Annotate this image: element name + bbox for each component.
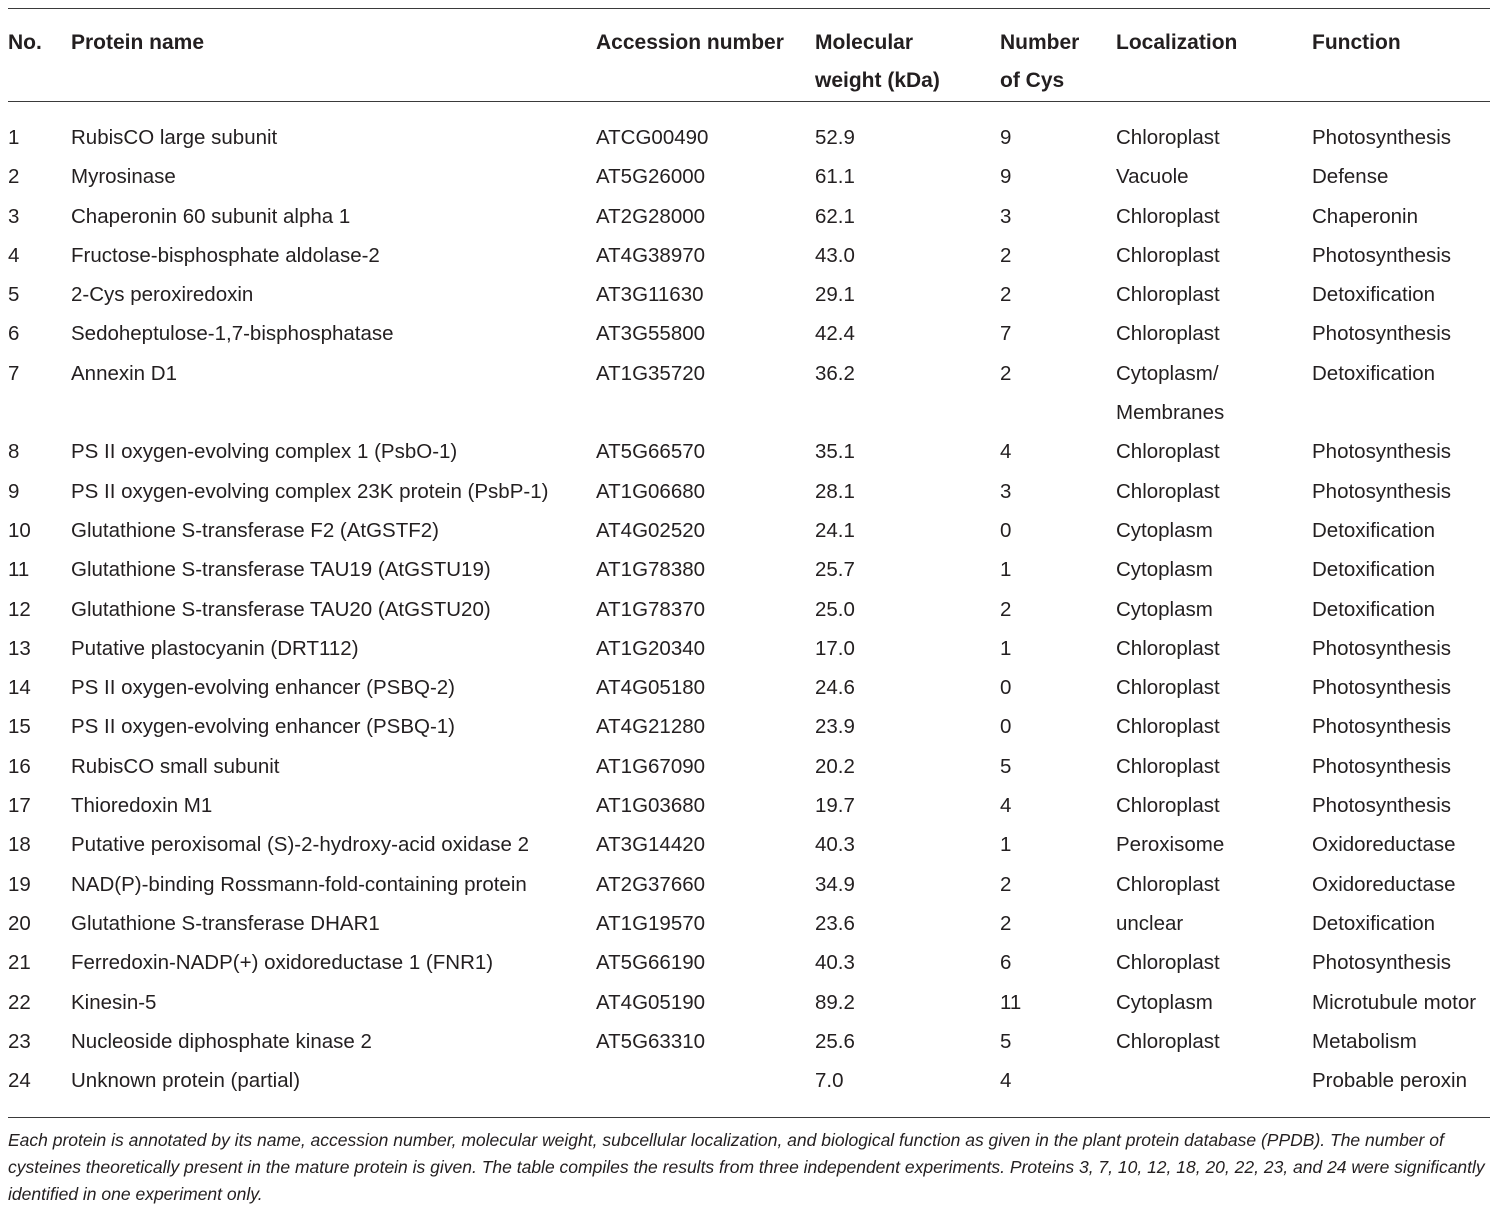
cell-number-of-cys: 2 — [1000, 283, 1012, 307]
cell-accession: ATCG00490 — [596, 126, 709, 149]
table-row — [0, 314, 1500, 353]
cell-protein-name: Nucleoside diphosphate kinase 2 — [71, 1029, 372, 1053]
cell-number-of-cys: 0 — [1000, 676, 1012, 700]
cell-localization: Chloroplast — [1116, 715, 1220, 739]
cell-localization: Peroxisome — [1116, 833, 1225, 857]
cell-function: Chaperonin — [1312, 204, 1418, 228]
cell-molecular-weight: 28.1 — [815, 479, 855, 503]
table-row — [0, 1061, 1500, 1100]
cell-protein-name: PS II oxygen-evolving complex 1 (PsbO-1) — [71, 440, 458, 464]
cell-protein-name: Putative plastocyanin (DRT112) — [71, 636, 359, 660]
cell-protein-name: Kinesin-5 — [71, 990, 157, 1014]
cell-no: 4 — [8, 243, 20, 267]
header-mw-line2: weight (kDa) — [815, 69, 940, 92]
table-row — [0, 865, 1500, 904]
cell-no: 13 — [8, 636, 31, 660]
header-cys-line1: Number — [1000, 31, 1080, 54]
cell-accession: AT3G14420 — [596, 833, 706, 857]
cell-no: 6 — [8, 322, 20, 346]
cell-localization-line2: Membranes — [1116, 401, 1225, 425]
cell-number-of-cys: 7 — [1000, 322, 1012, 346]
cell-function: Photosynthesis — [1312, 126, 1452, 149]
table-row — [0, 432, 1500, 471]
cell-molecular-weight: 20.2 — [815, 754, 855, 778]
cell-molecular-weight: 62.1 — [815, 204, 855, 228]
cell-molecular-weight: 19.7 — [815, 794, 855, 818]
cell-protein-name: PS II oxygen-evolving enhancer (PSBQ-1) — [71, 715, 455, 739]
cell-no: 2 — [8, 165, 20, 189]
cell-localization: Chloroplast — [1116, 1029, 1220, 1053]
cell-number-of-cys: 3 — [1000, 479, 1012, 503]
cell-localization: Chloroplast — [1116, 322, 1220, 346]
cell-accession: AT1G35720 — [596, 361, 706, 385]
header-cys-line2: of Cys — [1000, 69, 1065, 92]
cell-molecular-weight: 42.4 — [815, 322, 855, 346]
cell-molecular-weight: 34.9 — [815, 872, 855, 896]
cell-protein-name: 2-Cys peroxiredoxin — [71, 283, 254, 307]
cell-accession: AT1G78380 — [596, 558, 706, 582]
table-row — [0, 236, 1500, 275]
cell-localization: Chloroplast — [1116, 283, 1220, 307]
cell-function: Oxidoreductase — [1312, 872, 1456, 896]
cell-protein-name: Annexin D1 — [71, 361, 177, 385]
cell-function: Photosynthesis — [1312, 794, 1452, 818]
table-row — [0, 550, 1500, 589]
cell-accession: AT1G67090 — [596, 754, 706, 778]
cell-no: 16 — [8, 754, 31, 778]
cell-accession: AT2G28000 — [596, 204, 706, 228]
cell-molecular-weight: 89.2 — [815, 990, 855, 1014]
cell-function: Detoxification — [1312, 597, 1436, 621]
cell-accession: AT1G03680 — [596, 794, 706, 818]
header-function: Function — [1312, 31, 1401, 54]
cell-accession: AT4G38970 — [596, 243, 706, 267]
cell-number-of-cys: 4 — [1000, 1069, 1012, 1093]
cell-localization — [1116, 354, 1224, 433]
cell-number-of-cys: 11 — [1000, 990, 1022, 1014]
cell-protein-name: Glutathione S-transferase F2 (AtGSTF2) — [71, 518, 439, 542]
cell-number-of-cys: 2 — [1000, 243, 1012, 267]
cell-molecular-weight: 25.7 — [815, 558, 855, 582]
cell-protein-name: Putative peroxisomal (S)-2-hydroxy-acid oxidase 2 — [71, 833, 530, 857]
header-accession: Accession number — [596, 31, 784, 54]
cell-function: Detoxification — [1312, 518, 1436, 542]
cell-number-of-cys: 5 — [1000, 1029, 1012, 1053]
cell-protein-name: Thioredoxin M1 — [71, 794, 213, 818]
cell-molecular-weight: 25.0 — [815, 597, 855, 621]
cell-molecular-weight: 61.1 — [815, 165, 855, 189]
table-row — [0, 590, 1500, 629]
cell-molecular-weight: 43.0 — [815, 243, 855, 267]
table-row — [0, 118, 1500, 157]
cell-protein-name: Ferredoxin-NADP(+) oxidoreductase 1 (FNR1) — [71, 951, 494, 975]
cell-function: Detoxification — [1312, 558, 1436, 582]
cell-function: Photosynthesis — [1312, 715, 1452, 739]
cell-function: Microtubule motor — [1312, 990, 1477, 1014]
cell-function: Detoxification — [1312, 361, 1436, 385]
table-row — [0, 472, 1500, 511]
cell-molecular-weight: 24.6 — [815, 676, 855, 700]
table-row — [0, 157, 1500, 196]
table-top-rule — [8, 8, 1490, 9]
cell-protein-name: Chaperonin 60 subunit alpha 1 — [71, 204, 351, 228]
header-mw-line1: Molecular — [815, 31, 914, 54]
cell-protein-name: Glutathione S-transferase TAU19 (AtGSTU19) — [71, 558, 491, 582]
cell-molecular-weight: 52.9 — [815, 126, 855, 149]
cell-no: 10 — [8, 518, 31, 542]
table-row — [0, 668, 1500, 707]
cell-accession: AT1G78370 — [596, 597, 706, 621]
cell-protein-name: Myrosinase — [71, 165, 176, 189]
cell-no: 11 — [8, 558, 30, 582]
table-row — [0, 275, 1500, 314]
cell-function: Photosynthesis — [1312, 951, 1452, 975]
cell-function: Photosynthesis — [1312, 479, 1452, 503]
cell-function: Photosynthesis — [1312, 322, 1452, 346]
header-protein-name: Protein name — [71, 31, 205, 54]
cell-localization: Cytoplasm — [1116, 990, 1213, 1014]
cell-function: Defense — [1312, 165, 1389, 189]
cell-accession: AT1G19570 — [596, 911, 706, 935]
cell-accession: AT4G05180 — [596, 676, 706, 700]
table-row — [0, 707, 1500, 746]
table-footnote: Each protein is annotated by its name, accession number, molecular weight, subcellular localization, and biological function as given in the plant protein database (PPDB). The number of cysteines theoretically present in the mature protein is given. The table compiles the results from three independent experiments. Proteins 3, 7, 10, 12, 18, 20, 22, 23, and 24 were significantly identified in one experiment only. — [8, 1130, 1485, 1204]
cell-function: Detoxification — [1312, 911, 1436, 935]
cell-accession: AT5G26000 — [596, 165, 706, 189]
cell-localization: Cytoplasm — [1116, 518, 1213, 542]
cell-localization: Chloroplast — [1116, 754, 1220, 778]
cell-protein-name: RubisCO large subunit — [71, 126, 278, 149]
cell-accession: AT1G20340 — [596, 636, 706, 660]
cell-function: Photosynthesis — [1312, 636, 1452, 660]
cell-molecular-weight: 24.1 — [815, 518, 855, 542]
cell-molecular-weight: 36.2 — [815, 361, 855, 385]
cell-no: 24 — [8, 1069, 31, 1093]
table-body — [0, 118, 1500, 1100]
cell-accession: AT2G37660 — [596, 872, 706, 896]
table-row — [0, 825, 1500, 864]
table-row — [0, 983, 1500, 1022]
cell-localization: Chloroplast — [1116, 951, 1220, 975]
cell-accession: AT5G63310 — [596, 1029, 706, 1053]
cell-accession: AT4G05190 — [596, 990, 706, 1014]
header-molecular-weight — [815, 24, 940, 100]
cell-no: 14 — [8, 676, 31, 700]
cell-localization-line1: Cytoplasm/ — [1116, 361, 1219, 385]
cell-protein-name: RubisCO small subunit — [71, 754, 280, 778]
cell-localization: Chloroplast — [1116, 636, 1220, 660]
cell-no: 20 — [8, 911, 31, 935]
cell-localization: Cytoplasm — [1116, 558, 1213, 582]
table-bottom-rule — [8, 1117, 1490, 1118]
cell-function: Metabolism — [1312, 1029, 1417, 1053]
table-row — [0, 1022, 1500, 1061]
cell-no: 21 — [8, 951, 31, 975]
cell-number-of-cys: 2 — [1000, 597, 1012, 621]
cell-number-of-cys: 4 — [1000, 794, 1012, 818]
cell-no: 18 — [8, 833, 31, 857]
cell-molecular-weight: 29.1 — [815, 283, 855, 307]
cell-function: Detoxification — [1312, 283, 1436, 307]
cell-protein-name: PS II oxygen-evolving enhancer (PSBQ-2) — [71, 676, 455, 700]
cell-no: 19 — [8, 872, 31, 896]
cell-no: 15 — [8, 715, 31, 739]
cell-accession: AT5G66190 — [596, 951, 706, 975]
cell-protein-name: Sedoheptulose-1,7-bisphosphatase — [71, 322, 394, 346]
cell-accession: AT3G11630 — [596, 283, 704, 307]
cell-no: 5 — [8, 283, 20, 307]
cell-molecular-weight: 7.0 — [815, 1069, 844, 1093]
table-row — [0, 943, 1500, 982]
cell-no: 12 — [8, 597, 31, 621]
cell-localization: Chloroplast — [1116, 204, 1220, 228]
cell-protein-name: Unknown protein (partial) — [71, 1069, 301, 1093]
cell-molecular-weight: 40.3 — [815, 833, 855, 857]
cell-protein-name: Glutathione S-transferase DHAR1 — [71, 911, 380, 935]
table-row — [0, 747, 1500, 786]
cell-number-of-cys: 9 — [1000, 126, 1012, 149]
cell-accession: AT4G02520 — [596, 518, 706, 542]
cell-molecular-weight: 17.0 — [815, 636, 855, 660]
header-number-of-cys — [1000, 24, 1079, 100]
cell-protein-name: Glutathione S-transferase TAU20 (AtGSTU20) — [71, 597, 491, 621]
table-header-rule — [8, 101, 1490, 102]
cell-molecular-weight: 35.1 — [815, 440, 855, 464]
cell-number-of-cys: 6 — [1000, 951, 1012, 975]
cell-number-of-cys: 2 — [1000, 911, 1012, 935]
cell-localization: Chloroplast — [1116, 440, 1220, 464]
table-row — [0, 197, 1500, 236]
cell-accession: AT4G21280 — [596, 715, 706, 739]
cell-no: 22 — [8, 990, 31, 1014]
cell-function: Photosynthesis — [1312, 243, 1452, 267]
cell-no: 3 — [8, 204, 20, 228]
cell-number-of-cys: 1 — [1000, 636, 1012, 660]
table-row — [0, 904, 1500, 943]
cell-number-of-cys: 2 — [1000, 361, 1012, 385]
cell-number-of-cys: 0 — [1000, 715, 1012, 739]
cell-number-of-cys: 9 — [1000, 165, 1012, 189]
cell-function: Photosynthesis — [1312, 440, 1452, 464]
cell-no: 23 — [8, 1029, 31, 1053]
cell-no: 17 — [8, 794, 31, 818]
cell-number-of-cys: 3 — [1000, 204, 1012, 228]
cell-localization: Chloroplast — [1116, 794, 1220, 818]
cell-function: Photosynthesis — [1312, 754, 1452, 778]
header-no: No. — [8, 31, 42, 54]
cell-no: 1 — [8, 126, 20, 149]
cell-number-of-cys: 4 — [1000, 440, 1012, 464]
cell-number-of-cys: 1 — [1000, 558, 1012, 582]
cell-localization: Vacuole — [1116, 165, 1189, 189]
cell-accession: AT3G55800 — [596, 322, 706, 346]
cell-accession: AT1G06680 — [596, 479, 706, 503]
table-row — [0, 354, 1500, 433]
cell-function: Photosynthesis — [1312, 676, 1452, 700]
cell-localization: Chloroplast — [1116, 676, 1220, 700]
cell-molecular-weight: 25.6 — [815, 1029, 855, 1053]
cell-no: 8 — [8, 440, 20, 464]
cell-localization: Chloroplast — [1116, 126, 1220, 149]
cell-no: 9 — [8, 479, 20, 503]
cell-molecular-weight: 40.3 — [815, 951, 855, 975]
cell-no: 7 — [8, 361, 20, 385]
cell-localization: Chloroplast — [1116, 872, 1220, 896]
cell-localization: unclear — [1116, 911, 1184, 935]
cell-function: Oxidoreductase — [1312, 833, 1456, 857]
table-row — [0, 786, 1500, 825]
cell-number-of-cys: 1 — [1000, 833, 1012, 857]
cell-number-of-cys: 5 — [1000, 754, 1012, 778]
cell-protein-name: NAD(P)-binding Rossmann-fold-containing protein — [71, 872, 527, 896]
cell-localization: Chloroplast — [1116, 243, 1220, 267]
header-localization: Localization — [1116, 31, 1238, 54]
cell-function: Probable peroxin — [1312, 1069, 1467, 1093]
cell-protein-name: PS II oxygen-evolving complex 23K protein (PsbP-1) — [71, 479, 549, 503]
cell-accession: AT5G66570 — [596, 440, 706, 464]
cell-number-of-cys: 0 — [1000, 518, 1012, 542]
cell-molecular-weight: 23.6 — [815, 911, 855, 935]
cell-protein-name: Fructose-bisphosphate aldolase-2 — [71, 243, 380, 267]
cell-localization: Cytoplasm — [1116, 597, 1213, 621]
table-row — [0, 511, 1500, 550]
cell-number-of-cys: 2 — [1000, 872, 1012, 896]
cell-localization: Chloroplast — [1116, 479, 1220, 503]
cell-molecular-weight: 23.9 — [815, 715, 855, 739]
table-row — [0, 629, 1500, 668]
